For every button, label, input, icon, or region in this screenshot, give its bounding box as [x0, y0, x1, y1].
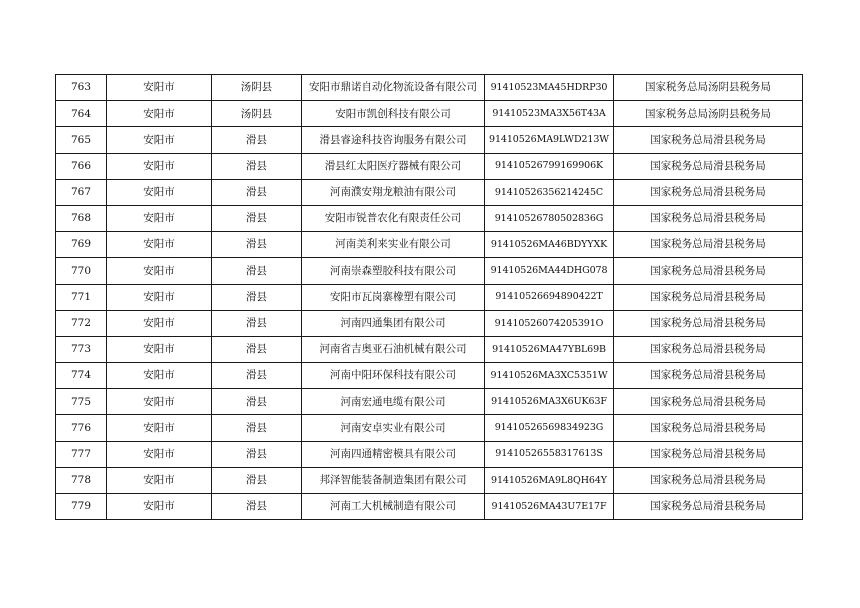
company-name-cell: 河南四通集团有限公司	[302, 310, 485, 336]
tax-bureau-cell: 国家税务总局汤阴县税务局	[614, 75, 803, 101]
city-cell: 安阳市	[107, 441, 212, 467]
county-cell: 滑县	[212, 441, 302, 467]
credit-code-cell: 91410526558317613S	[485, 441, 614, 467]
city-cell: 安阳市	[107, 415, 212, 441]
table-body	[56, 75, 803, 520]
table-row	[56, 232, 803, 258]
city-cell: 安阳市	[107, 258, 212, 284]
table-row	[56, 75, 803, 101]
tax-bureau-cell: 国家税务总局滑县税务局	[614, 258, 803, 284]
row-number: 771	[56, 284, 107, 310]
county-cell: 滑县	[212, 284, 302, 310]
city-cell: 安阳市	[107, 494, 212, 520]
tax-bureau-cell: 国家税务总局滑县税务局	[614, 127, 803, 153]
company-name-cell: 安阳市凯创科技有限公司	[302, 101, 485, 127]
table-row	[56, 284, 803, 310]
city-cell: 安阳市	[107, 205, 212, 231]
company-name-cell: 河南美利来实业有限公司	[302, 232, 485, 258]
company-name-cell: 河南宏通电缆有限公司	[302, 389, 485, 415]
company-name-cell: 滑县睿途科技咨询服务有限公司	[302, 127, 485, 153]
row-number: 778	[56, 467, 107, 493]
tax-bureau-cell: 国家税务总局滑县税务局	[614, 363, 803, 389]
tax-bureau-cell: 国家税务总局滑县税务局	[614, 336, 803, 362]
taxpayer-table	[55, 74, 803, 520]
company-name-cell: 滑县红太阳医疗器械有限公司	[302, 153, 485, 179]
city-cell: 安阳市	[107, 467, 212, 493]
company-name-cell: 安阳市锐普农化有限责任公司	[302, 205, 485, 231]
county-cell: 滑县	[212, 467, 302, 493]
county-cell: 滑县	[212, 179, 302, 205]
credit-code-cell: 91410526MA47YBL69B	[485, 336, 614, 362]
row-number: 773	[56, 336, 107, 362]
credit-code-cell: 91410526MA3XC5351W	[485, 363, 614, 389]
company-name-cell: 河南濮安翔龙粮油有限公司	[302, 179, 485, 205]
credit-code-cell: 91410526MA9L8QH64Y	[485, 467, 614, 493]
row-number: 764	[56, 101, 107, 127]
company-name-cell: 河南四通精密模具有限公司	[302, 441, 485, 467]
tax-bureau-cell: 国家税务总局滑县税务局	[614, 467, 803, 493]
city-cell: 安阳市	[107, 127, 212, 153]
city-cell: 安阳市	[107, 179, 212, 205]
table-row	[56, 494, 803, 520]
city-cell: 安阳市	[107, 310, 212, 336]
company-name-cell: 安阳市瓦岗寨橡塑有限公司	[302, 284, 485, 310]
table-row	[56, 389, 803, 415]
city-cell: 安阳市	[107, 284, 212, 310]
city-cell: 安阳市	[107, 336, 212, 362]
table-row	[56, 310, 803, 336]
tax-bureau-cell: 国家税务总局滑县税务局	[614, 179, 803, 205]
city-cell: 安阳市	[107, 101, 212, 127]
table-row	[56, 179, 803, 205]
credit-code-cell: 91410523MA3X56T43A	[485, 101, 614, 127]
city-cell: 安阳市	[107, 153, 212, 179]
table-row	[56, 258, 803, 284]
row-number: 770	[56, 258, 107, 284]
row-number: 768	[56, 205, 107, 231]
county-cell: 滑县	[212, 415, 302, 441]
table-row	[56, 363, 803, 389]
county-cell: 汤阴县	[212, 75, 302, 101]
company-name-cell: 河南工大机械制造有限公司	[302, 494, 485, 520]
row-number: 765	[56, 127, 107, 153]
county-cell: 滑县	[212, 258, 302, 284]
city-cell: 安阳市	[107, 363, 212, 389]
credit-code-cell: 91410526074205391O	[485, 310, 614, 336]
tax-bureau-cell: 国家税务总局滑县税务局	[614, 205, 803, 231]
credit-code-cell: 91410526799169906K	[485, 153, 614, 179]
tax-bureau-cell: 国家税务总局滑县税务局	[614, 153, 803, 179]
county-cell: 滑县	[212, 363, 302, 389]
credit-code-cell: 91410523MA45HDRP30	[485, 75, 614, 101]
county-cell: 滑县	[212, 205, 302, 231]
tax-bureau-cell: 国家税务总局汤阴县税务局	[614, 101, 803, 127]
company-name-cell: 邦泽智能装备制造集团有限公司	[302, 467, 485, 493]
tax-bureau-cell: 国家税务总局滑县税务局	[614, 494, 803, 520]
credit-code-cell: 91410526780502836G	[485, 205, 614, 231]
tax-bureau-cell: 国家税务总局滑县税务局	[614, 389, 803, 415]
company-name-cell: 河南省吉奥亚石油机械有限公司	[302, 336, 485, 362]
row-number: 766	[56, 153, 107, 179]
row-number: 777	[56, 441, 107, 467]
table-row	[56, 415, 803, 441]
row-number: 763	[56, 75, 107, 101]
table-row	[56, 153, 803, 179]
row-number: 775	[56, 389, 107, 415]
city-cell: 安阳市	[107, 389, 212, 415]
county-cell: 滑县	[212, 232, 302, 258]
credit-code-cell: 91410526694890422T	[485, 284, 614, 310]
credit-code-cell: 91410526569834923G	[485, 415, 614, 441]
county-cell: 滑县	[212, 127, 302, 153]
tax-bureau-cell: 国家税务总局滑县税务局	[614, 232, 803, 258]
row-number: 776	[56, 415, 107, 441]
county-cell: 滑县	[212, 389, 302, 415]
credit-code-cell: 91410526356214245C	[485, 179, 614, 205]
company-name-cell: 河南中阳环保科技有限公司	[302, 363, 485, 389]
tax-bureau-cell: 国家税务总局滑县税务局	[614, 415, 803, 441]
row-number: 772	[56, 310, 107, 336]
credit-code-cell: 91410526MA3X6UK63F	[485, 389, 614, 415]
credit-code-cell: 91410526MA9LWD213W	[485, 127, 614, 153]
row-number: 767	[56, 179, 107, 205]
credit-code-cell: 91410526MA46BDYYXK	[485, 232, 614, 258]
tax-bureau-cell: 国家税务总局滑县税务局	[614, 284, 803, 310]
city-cell: 安阳市	[107, 75, 212, 101]
company-name-cell: 河南安卓实业有限公司	[302, 415, 485, 441]
company-name-cell: 安阳市鼎诺自动化物流设备有限公司	[302, 75, 485, 101]
county-cell: 滑县	[212, 153, 302, 179]
table-row	[56, 467, 803, 493]
table-row	[56, 441, 803, 467]
table-row	[56, 101, 803, 127]
city-cell: 安阳市	[107, 232, 212, 258]
row-number: 774	[56, 363, 107, 389]
row-number: 769	[56, 232, 107, 258]
row-number: 779	[56, 494, 107, 520]
table-row	[56, 336, 803, 362]
company-name-cell: 河南崇森塑胶科技有限公司	[302, 258, 485, 284]
tax-bureau-cell: 国家税务总局滑县税务局	[614, 441, 803, 467]
credit-code-cell: 91410526MA44DHG078	[485, 258, 614, 284]
table-row	[56, 127, 803, 153]
credit-code-cell: 91410526MA43U7E17F	[485, 494, 614, 520]
county-cell: 滑县	[212, 310, 302, 336]
county-cell: 滑县	[212, 494, 302, 520]
county-cell: 滑县	[212, 336, 302, 362]
table-row	[56, 205, 803, 231]
county-cell: 汤阴县	[212, 101, 302, 127]
tax-bureau-cell: 国家税务总局滑县税务局	[614, 310, 803, 336]
